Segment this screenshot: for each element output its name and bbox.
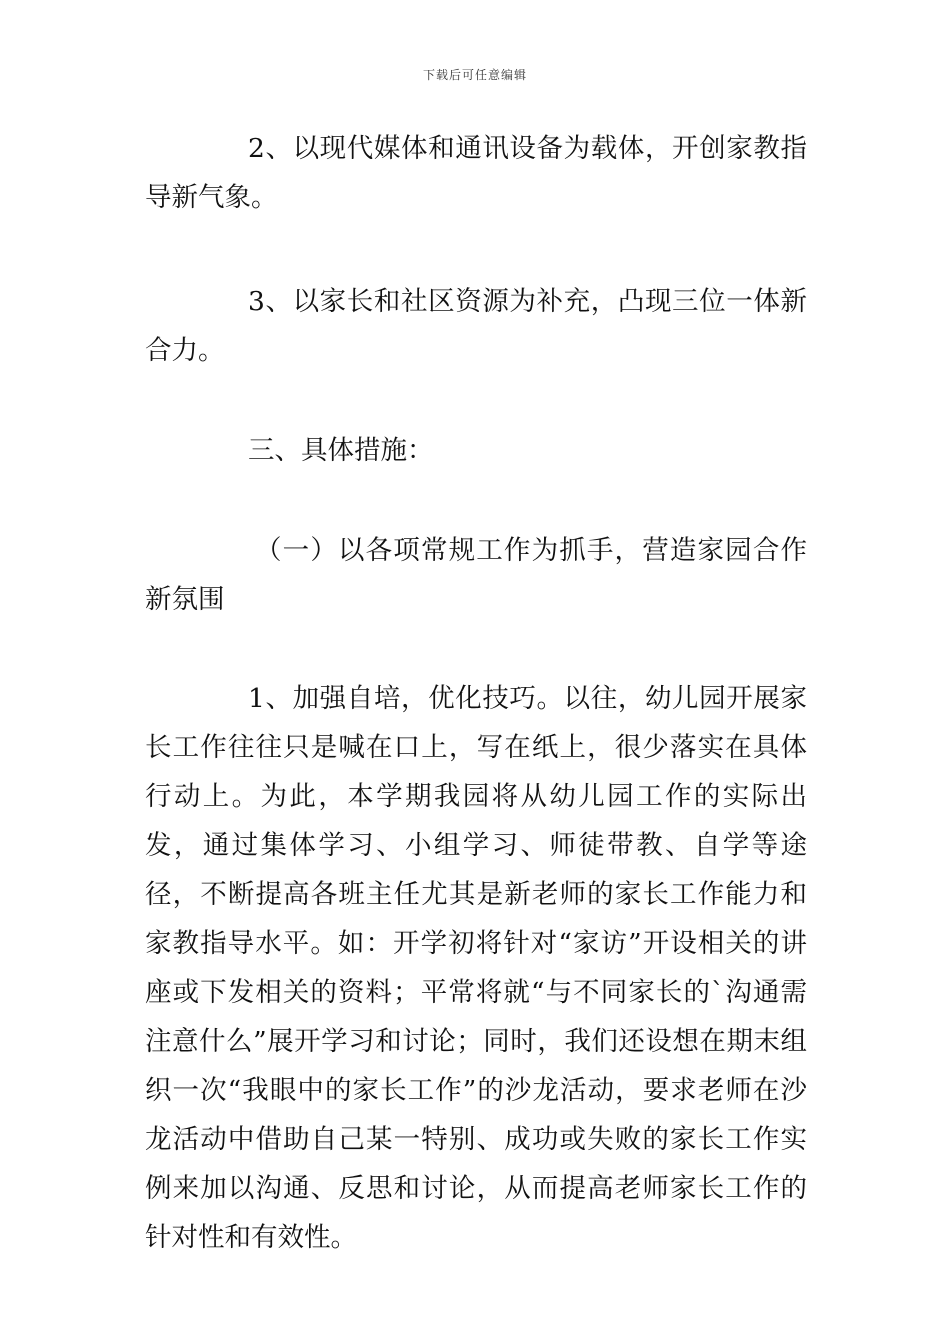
paragraph-measure-1: 1、加强自培，优化技巧。以往，幼儿园开展家长工作往往只是喊在口上，写在纸上，很少落实在具体行动上。为此，本学期我园将从幼儿园工作的实际出发，通过集体学习、小组学习、师徒带教、自学等途径，不断提高各班主任尤其是新老师的家长工作能力和家教指导水平。如：开学初将针对“家访”开设相关的讲座或下发相关的资料；平常将就“与不同家长的`沟通需注意什么”展开学习和讨论；同时，我们还设想在期末组织一次“我眼中的家长工作”的沙龙活动，要求老师在沙龙活动中借助自己某一特别、成功或失败的家长工作实例来加以沟通、反思和讨论，从而提高老师家长工作的针对性和有效性。 [145,683,807,1253]
page-header: 下载后可任意编辑 [422,68,527,82]
paragraph-goal-3: 3、以家长和社区资源为补充，凸现三位一体新合力。 [145,286,807,366]
section-heading-measures: 三、具体措施： [248,435,434,466]
paragraph-goal-2: 2、以现代媒体和通讯设备为载体，开创家教指导新气象。 [145,133,807,213]
subsection-heading-1: （一）以各项常规工作为抓手，营造家园合作新氛围 [145,535,807,615]
